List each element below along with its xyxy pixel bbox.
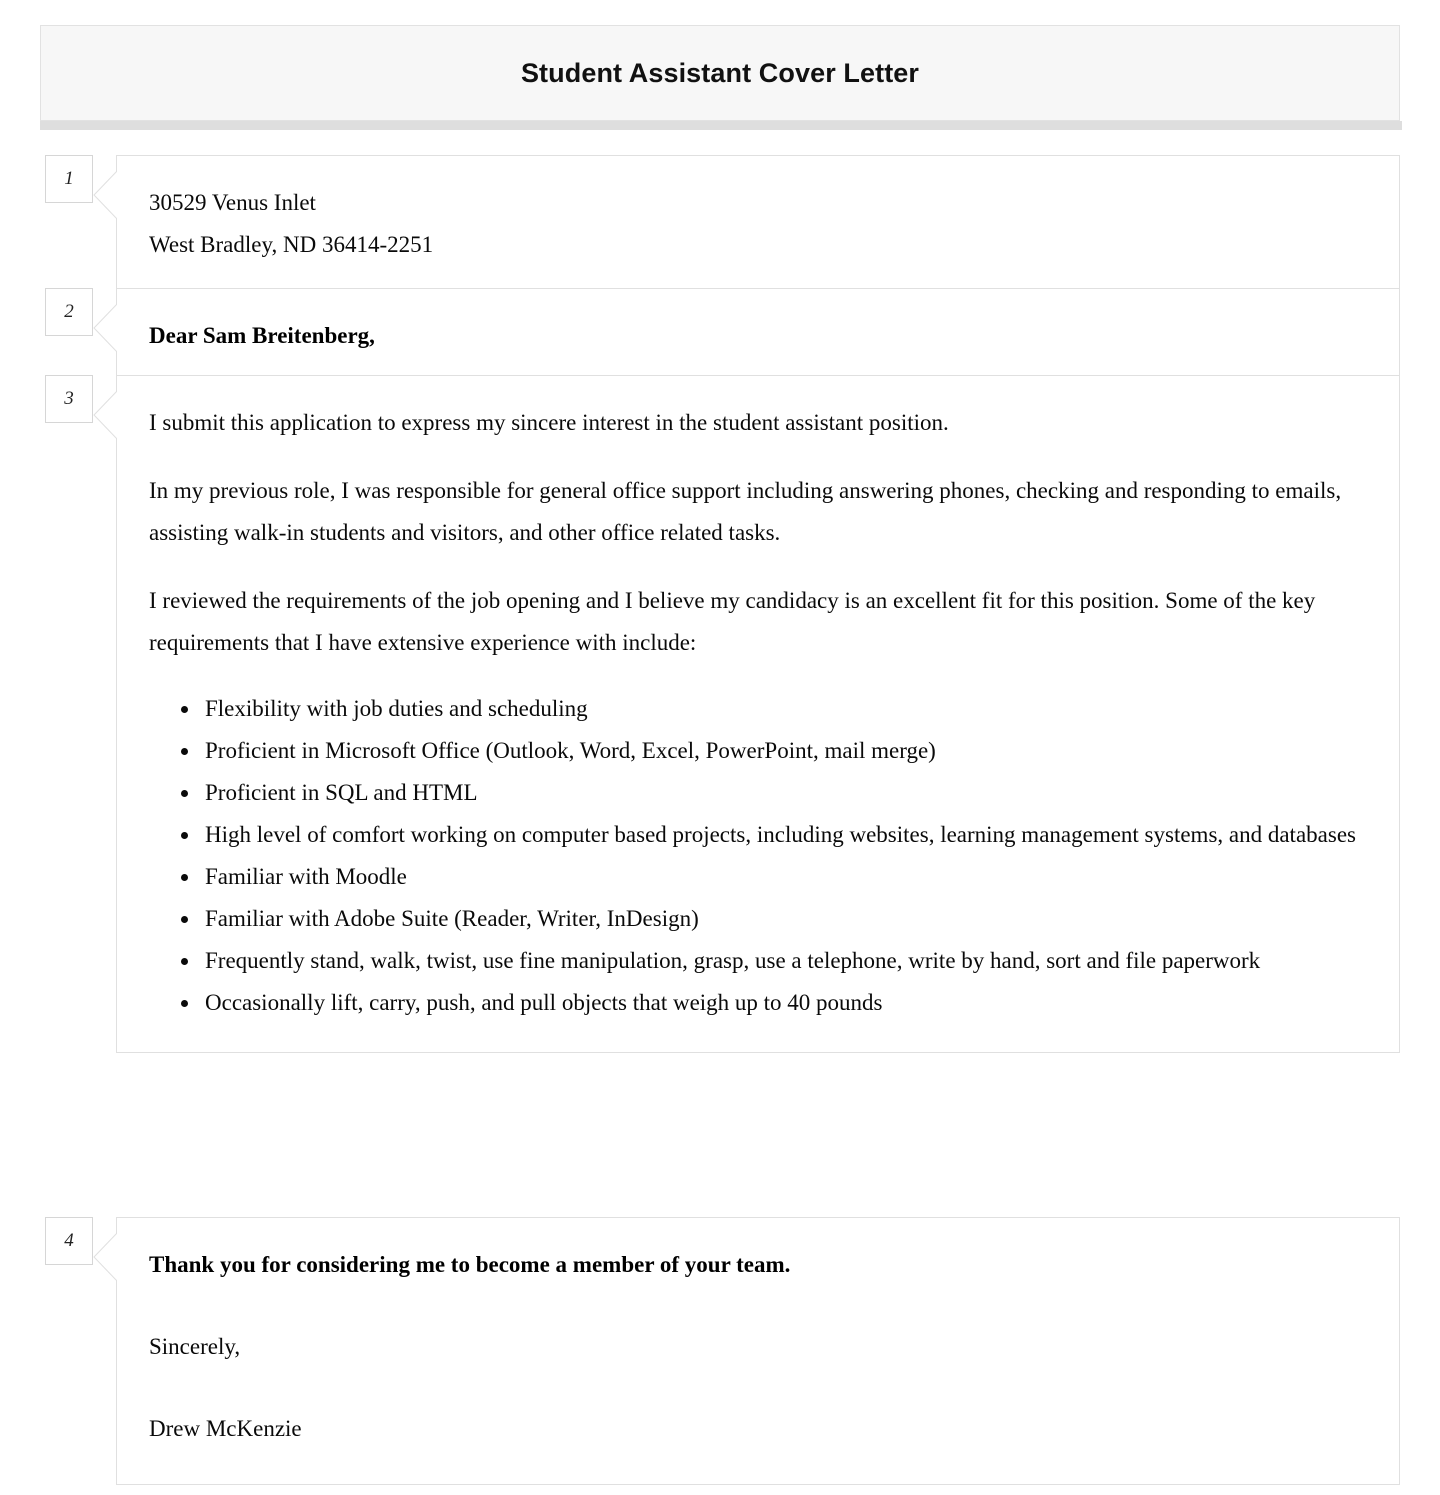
header-shadow-divider	[40, 121, 1402, 130]
callout-notch-icon	[93, 303, 117, 351]
body-paragraph: In my previous role, I was responsible for general office support including answering phones, checking and responding to emails, assisting walk-in students and visitors, and other office related tasks.	[149, 478, 1342, 545]
list-item: • Proficient in SQL and HTML	[201, 772, 1369, 814]
body-content-box	[116, 375, 1400, 1053]
address-content-box	[116, 155, 1400, 295]
address-line-2: West Bradley, ND 36414-2251	[149, 232, 434, 257]
closing-sincerely-text: Sincerely,	[149, 1334, 241, 1359]
section-number-badge[interactable]: 4	[45, 1217, 93, 1265]
document-header	[40, 25, 1400, 121]
callout-notch-icon	[93, 1232, 117, 1280]
list-item: • Frequently stand, walk, twist, use fine manipulation, grasp, use a telephone, write by hand, sort and file paperwork	[201, 940, 1369, 982]
callout-notch-icon	[93, 390, 117, 438]
salutation-content-box	[116, 288, 1400, 384]
list-item: • Flexibility with job duties and scheduling	[201, 688, 1369, 730]
list-item: • Familiar with Adobe Suite (Reader, Writer, InDesign)	[201, 898, 1369, 940]
list-item: • High level of comfort working on computer based projects, including websites, learning management systems, and databases	[201, 814, 1369, 856]
callout-notch-icon	[93, 170, 117, 218]
body-paragraph: I submit this application to express my sincere interest in the student assistant position.	[149, 410, 949, 435]
requirements-list	[149, 688, 1369, 1024]
closing-thanks-text: Thank you for considering me to become a member of your team.	[149, 1252, 791, 1277]
body-paragraph: I reviewed the requirements of the job opening and I believe my candidacy is an excellent fit for this position. Some of the key requirements that I have extensive experience with include:	[149, 588, 1316, 655]
list-item: • Occasionally lift, carry, push, and pull objects that weigh up to 40 pounds	[201, 982, 1369, 1024]
closing-content-box	[116, 1217, 1400, 1485]
section-number-badge[interactable]: 1	[45, 155, 93, 203]
closing-signature-name: Drew McKenzie	[149, 1416, 302, 1441]
section-number-badge[interactable]: 3	[45, 375, 93, 423]
salutation-text: Dear Sam Breitenberg,	[149, 323, 375, 348]
address-line-1: 30529 Venus Inlet	[149, 190, 316, 215]
section-number-badge[interactable]: 2	[45, 288, 93, 336]
list-item: • Proficient in Microsoft Office (Outlook, Word, Excel, PowerPoint, mail merge)	[201, 730, 1369, 772]
list-item: • Familiar with Moodle	[201, 856, 1369, 898]
page-title: Student Assistant Cover Letter	[520, 57, 920, 88]
